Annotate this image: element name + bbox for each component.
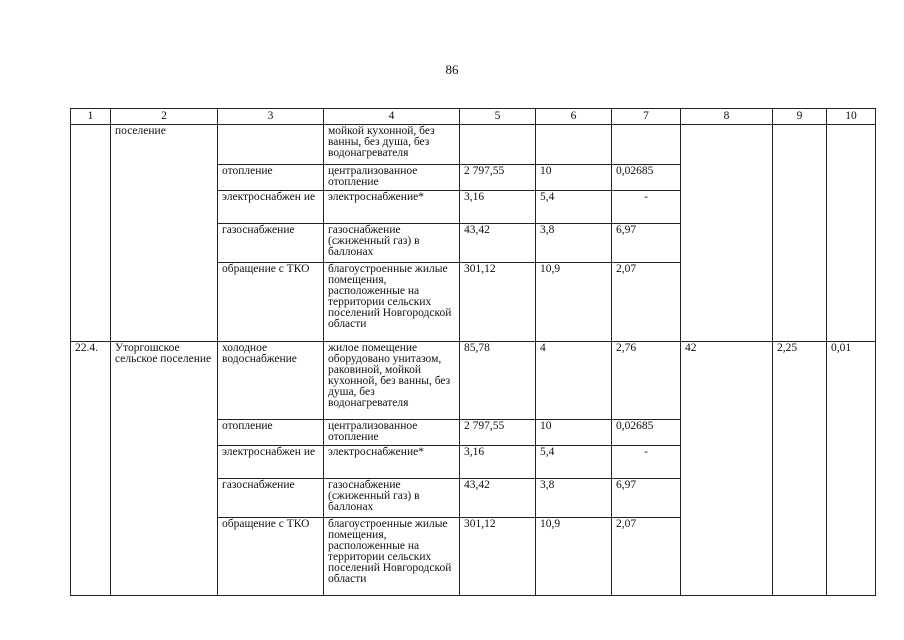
tariff-value: 43,42 <box>460 479 536 518</box>
payment-value <box>612 125 681 165</box>
payment-value: - <box>612 191 681 224</box>
norm-value: 10 <box>536 165 612 191</box>
settlement-name: поселение <box>111 125 218 342</box>
column-header: 5 <box>460 109 536 125</box>
payment-value: 2,76 <box>612 342 681 420</box>
tariff-value: 301,12 <box>460 518 536 596</box>
tariff-value: 3,16 <box>460 446 536 479</box>
column-header: 2 <box>111 109 218 125</box>
column-header: 10 <box>827 109 876 125</box>
page-number: 86 <box>445 62 459 77</box>
payment-value: 0,02685 <box>612 420 681 446</box>
norm-value: 5,4 <box>536 446 612 479</box>
tariff-value: 85,78 <box>460 342 536 420</box>
col10-cell <box>827 125 876 342</box>
tariff-value: 43,42 <box>460 224 536 263</box>
norm-value: 10,9 <box>536 518 612 596</box>
service-name: отопление <box>218 165 324 191</box>
service-description: благоустроенные жилые помещения, расположенные на территории сельских поселений Новгородской области <box>324 263 460 342</box>
column-header: 3 <box>218 109 324 125</box>
tariff-table <box>70 108 876 596</box>
col8-cell: 42 <box>681 342 773 596</box>
service-description: централизованное отопление <box>324 165 460 191</box>
tariff-value: 301,12 <box>460 263 536 342</box>
tariff-value: 3,16 <box>460 191 536 224</box>
norm-value: 3,8 <box>536 224 612 263</box>
service-description: благоустроенные жилые помещения, расположенные на территории сельских поселений Новгородской области <box>324 518 460 596</box>
payment-value: 6,97 <box>612 479 681 518</box>
service-description: централизованное отопление <box>324 420 460 446</box>
tariff-value <box>460 125 536 165</box>
service-name: обращение с ТКО <box>218 518 324 596</box>
header-row <box>71 109 876 125</box>
service-name: обращение с ТКО <box>218 263 324 342</box>
column-header: 7 <box>612 109 681 125</box>
payment-value: 2,07 <box>612 263 681 342</box>
col9-cell: 2,25 <box>773 342 827 596</box>
service-description: мойкой кухонной, без ванны, без душа, без водонагревателя <box>324 125 460 165</box>
service-name <box>218 125 324 165</box>
service-name: холодное водоснабжение <box>218 342 324 420</box>
column-header: 9 <box>773 109 827 125</box>
service-description: газоснабжение (сжиженный газ) в баллонах <box>324 224 460 263</box>
payment-value: 2,07 <box>612 518 681 596</box>
norm-value: 4 <box>536 342 612 420</box>
tariff-value: 2 797,55 <box>460 165 536 191</box>
norm-value <box>536 125 612 165</box>
settlement-name: Уторгошское сельское поселение <box>111 342 218 596</box>
service-name: электроснабжен ие <box>218 191 324 224</box>
column-header: 1 <box>71 109 111 125</box>
col10-cell: 0,01 <box>827 342 876 596</box>
service-name: отопление <box>218 420 324 446</box>
service-name: газоснабжение <box>218 479 324 518</box>
table-row <box>71 342 876 420</box>
row-number: 22.4. <box>71 342 111 596</box>
col8-cell <box>681 125 773 342</box>
payment-value: - <box>612 446 681 479</box>
service-description: электроснабжение* <box>324 191 460 224</box>
column-header: 6 <box>536 109 612 125</box>
table-row <box>71 125 876 165</box>
service-description: газоснабжение (сжиженный газ) в баллонах <box>324 479 460 518</box>
service-description: электроснабжение* <box>324 446 460 479</box>
norm-value: 3,8 <box>536 479 612 518</box>
payment-value: 0,02685 <box>612 165 681 191</box>
column-header: 8 <box>681 109 773 125</box>
service-name: электроснабжен ие <box>218 446 324 479</box>
col9-cell <box>773 125 827 342</box>
row-number <box>71 125 111 342</box>
norm-value: 10 <box>536 420 612 446</box>
norm-value: 5,4 <box>536 191 612 224</box>
payment-value: 6,97 <box>612 224 681 263</box>
tariff-value: 2 797,55 <box>460 420 536 446</box>
norm-value: 10,9 <box>536 263 612 342</box>
column-header: 4 <box>324 109 460 125</box>
service-description: жилое помещение оборудовано унитазом, раковиной, мойкой кухонной, без ванны, без душа, без водонагревателя <box>324 342 460 420</box>
service-name: газоснабжение <box>218 224 324 263</box>
